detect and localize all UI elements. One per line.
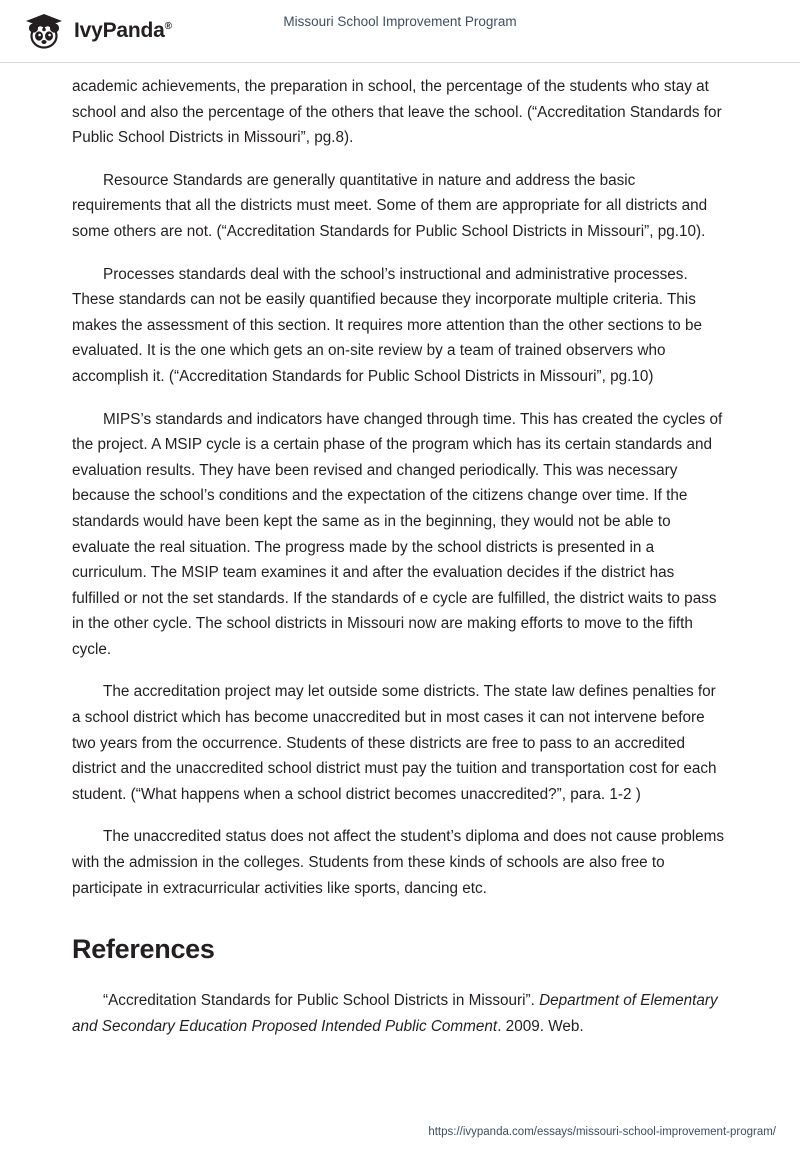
document-body: [72, 74, 726, 1039]
registered-mark: ®: [164, 21, 172, 32]
page-header: [0, 0, 800, 62]
reference-part-one: “Accreditation Standards for Public School Districts in Missouri”.: [103, 992, 540, 1010]
paragraph: Resource Standards are generally quantitative in nature and address the basic requirements that all the districts must meet. Some of them are appropriate for all districts and some others are not. (“Accreditation Standards for Public School Districts in Missouri”, pg.10).: [72, 171, 708, 240]
paragraph: Processes standards deal with the school’s instructional and administrative processes. These standards can not be easily quantified because they incorporate multiple criteria. This makes the assessment of this section. It requires more attention than the other sections to be evaluated. It is the one which gets an on-site review by a team of trained observers who accomplish it. (“Accreditation Standards for Public School Districts in Missouri”, pg.10): [72, 265, 703, 385]
reference-source-italic: Department of Elementary and Secondary Education Proposed Intended Public Comment: [72, 992, 718, 1035]
paragraph: The accreditation project may let outside some districts. The state law defines penalties for a school district which has become unaccredited but in most cases it can not intervene before two years from the occurrence. Students of these districts are free to pass to an accredited district and the unaccredited school district must pay the tuition and transportation cost for each student. (“What happens when a school district becomes unaccredited?”, para. 1-2 ): [72, 683, 717, 803]
reference-entry: [72, 988, 726, 1039]
page-title: Missouri School Improvement Program: [283, 14, 517, 29]
references-heading: References: [72, 934, 215, 965]
paragraph: MIPS’s standards and indicators have changed through time. This has created the cycles of the project. A MSIP cycle is a certain phase of the program which has its certain standards and evaluation results. They have been revised and changed periodically. This was necessary because the school’s conditions and the expectation of the citizens change over time. If the standards would have been kept the same as in the beginning, they would not be able to evaluate the real situation. The progress made by the school districts is presented in a curriculum. The MSIP team examines it and after the evaluation decides if the district has fulfilled or not the set standards. If the standards of e cycle are fulfilled, the district waits to pass in the other cycle. The school districts in Missouri now are making efforts to move to the fifth cycle.: [72, 410, 723, 658]
reference-part-two: . 2009. Web.: [497, 1017, 584, 1035]
brand-name: IvyPanda®: [74, 19, 172, 42]
footer-url[interactable]: https://ivypanda.com/essays/missouri-school-improvement-program/: [428, 1126, 776, 1138]
header-divider: [0, 62, 800, 63]
paragraph: The unaccredited status does not affect the student’s diploma and does not cause problems with the admission in the colleges. Students from these kinds of schools are also free to participate in extracurricular activities like sports, dancing etc.: [72, 828, 725, 897]
paragraph: academic achievements, the preparation in school, the percentage of the students who stay at school and also the percentage of the others that leave the school. (“Accreditation Standards for Public School Districts in Missouri”, pg.8).: [72, 78, 722, 147]
